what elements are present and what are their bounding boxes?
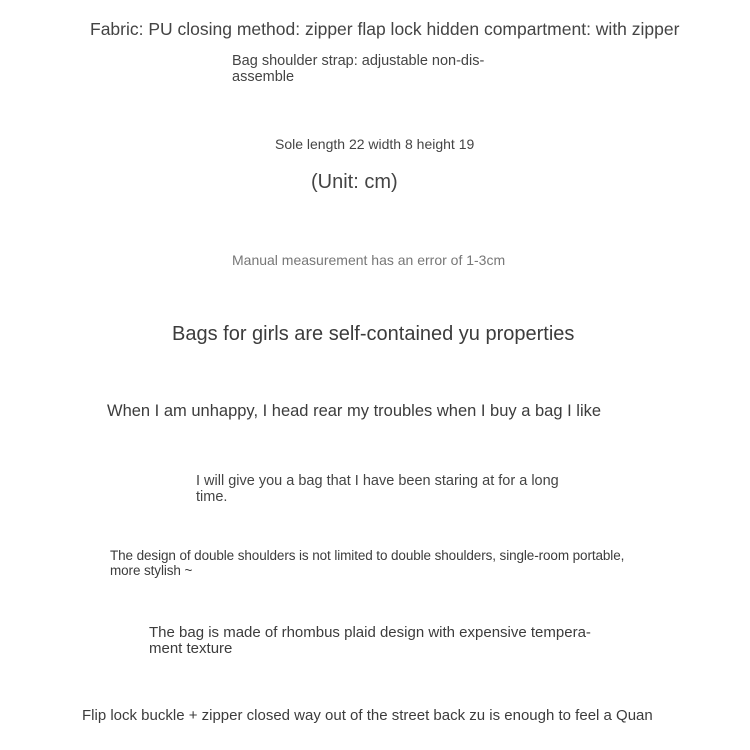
description-line: more stylish ~: [110, 562, 193, 578]
design-description: [110, 549, 650, 578]
measurement-note: Manual measurement has an error of 1-3cm: [232, 252, 506, 268]
slogan-text: When I am unhappy, I head rear my troubles when I buy a bag I like: [107, 402, 602, 420]
description-line: The bag is made of rhombus plaid design with expensive tempera-: [149, 624, 591, 641]
slogan-line: time.: [196, 489, 228, 505]
unit-text: (Unit: cm): [311, 171, 398, 193]
description-line: The design of double shoulders is not limited to double shoulders, single-room portable,: [110, 548, 625, 563]
material-description: [149, 625, 609, 656]
strap-spec-line: assemble: [232, 68, 295, 85]
slogan-line: I will give you a bag that I have been staring at for a long: [196, 473, 559, 489]
size-spec-text: Sole length 22 width 8 height 19: [275, 136, 475, 152]
slogan-heading: Bags for girls are self-contained yu properties: [172, 323, 575, 345]
closure-description: Flip lock buckle + zipper closed way out of the street back zu is enough to feel a Quan: [82, 707, 653, 724]
strap-spec-line: Bag shoulder strap: adjustable non-dis-: [232, 53, 485, 69]
slogan-text: [196, 473, 566, 505]
fabric-spec-text: Fabric: PU closing method: zipper flap lock hidden compartment: with zipper: [90, 19, 680, 39]
description-line: ment texture: [149, 639, 233, 657]
strap-spec-text: [232, 54, 532, 85]
